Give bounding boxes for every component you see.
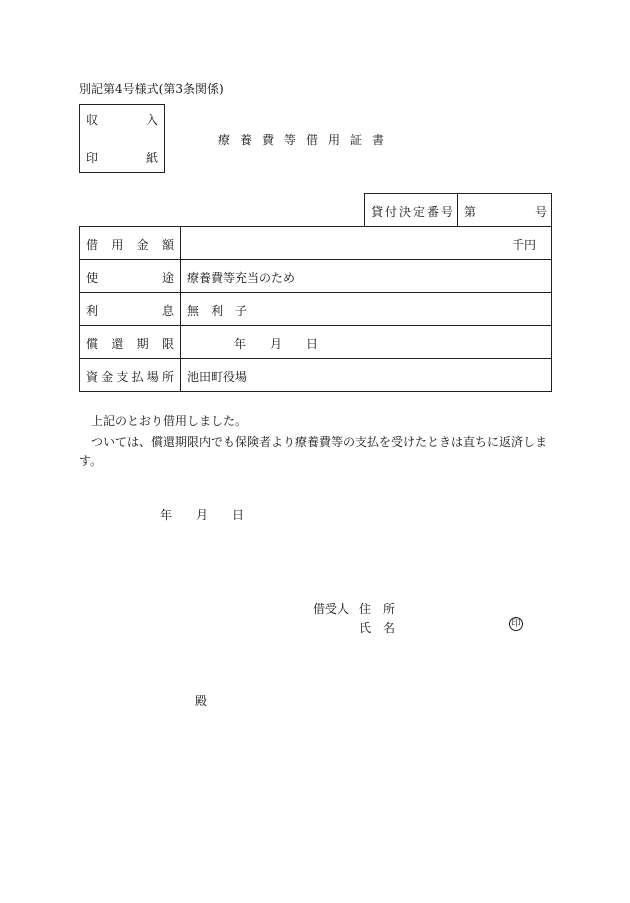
stamp-char-4: 紙 — [145, 151, 158, 165]
amount-unit: 千円 — [512, 238, 537, 252]
seal-mark: 印 — [509, 617, 523, 631]
stamp-char-1: 収 — [86, 113, 99, 127]
statement-line-2: ついては、償還期限内でも保険者より療養費等の支払を受けたときは直ちに返済します。 — [79, 435, 548, 468]
row-label-interest: 利 息 — [86, 304, 174, 318]
interest-value: 無 利 子 — [187, 304, 248, 318]
payment-place-value: 池田町役場 — [187, 370, 248, 384]
signing-date: 年 月 日 — [160, 508, 245, 522]
row-label-payment-place: 資 金 支 払 場 所 — [86, 370, 174, 384]
row-label-purpose: 使 途 — [86, 271, 174, 285]
statement-line-1: 上記のとおり借用しました。 — [91, 414, 248, 428]
revenue-stamp-box — [79, 104, 165, 173]
repayment-deadline-value: 年 月 日 — [234, 337, 319, 351]
decision-number-dai: 第 — [464, 205, 477, 219]
purpose-value: 療養費等充当のため — [187, 271, 296, 285]
decision-number-go: 号 — [535, 205, 548, 219]
addressee-suffix: 殿 — [195, 694, 208, 708]
borrower-label: 借受人 — [313, 602, 350, 616]
name-label: 氏 名 — [359, 621, 396, 635]
row-label-repayment-deadline: 償 還 期 限 — [86, 337, 174, 351]
stamp-char-3: 印 — [86, 151, 99, 165]
address-label: 住 所 — [359, 602, 396, 616]
stamp-char-2: 入 — [145, 113, 158, 127]
form-label: 別記第4号様式(第3条関係) — [79, 82, 224, 96]
row-label-amount: 借 用 金 額 — [86, 238, 174, 252]
decision-number-label: 貸付決定番号 — [371, 205, 456, 219]
document-title: 療養費等借用証書 — [218, 133, 395, 147]
